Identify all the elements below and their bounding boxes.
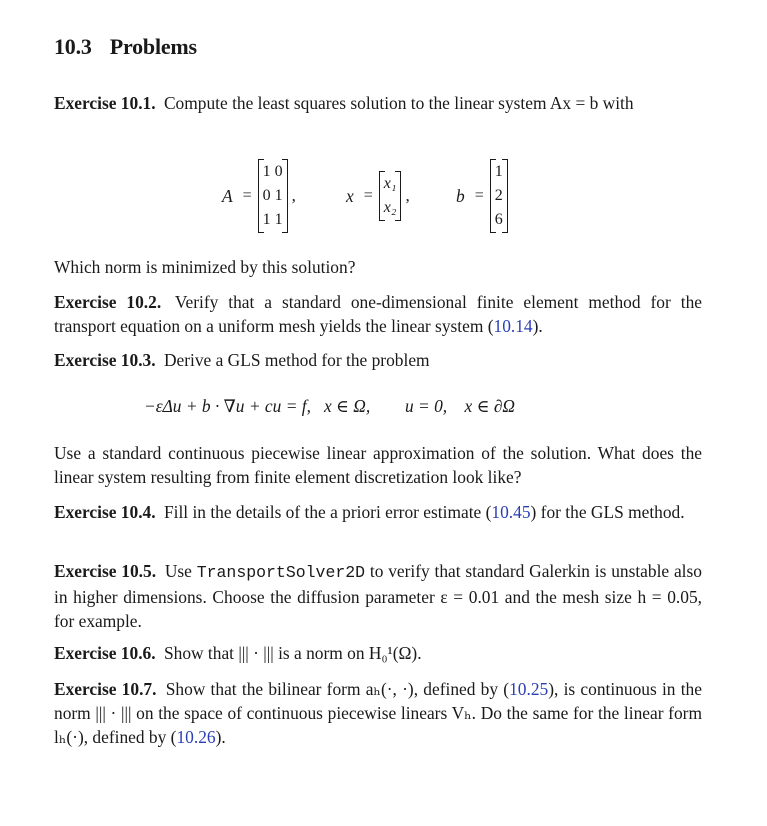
- exercise-text: Derive a GLS method for the problem: [163, 350, 430, 370]
- exercise-label: Exercise 10.7.: [54, 679, 157, 699]
- equation-reference-link[interactable]: 10.25: [509, 679, 549, 699]
- exercise-10-4: [54, 500, 702, 524]
- equation-reference-link[interactable]: 10.26: [176, 727, 216, 747]
- exercise-label: Exercise 10.3.: [54, 350, 156, 370]
- pde-equation: −εΔu + b · ∇u + cu = f, x ∈ Ω, u = 0, x ∈ ∂Ω: [144, 396, 516, 416]
- exercise-text-middle: ), is continuous in the norm ||| · ||| on the space of continuous piecewise linears Vₕ. Do the same for the linear form lₕ(·), defined by (: [54, 679, 702, 747]
- vector-x-row: x₂: [383, 199, 397, 216]
- matrix-a-name: A: [222, 185, 233, 206]
- exercise-label: Exercise 10.1.: [54, 93, 156, 113]
- vector-b-row: 6: [494, 211, 503, 228]
- section-title: Problems: [109, 34, 197, 59]
- exercise-10-7: [54, 677, 702, 749]
- matrix-a-row: 1 0: [262, 163, 283, 180]
- exercise-10-1-question: Which norm is minimized by this solution?: [54, 257, 356, 277]
- exercise-10-6: [54, 641, 702, 665]
- exercise-text: to verify that standard Galerkin is unstable also in higher dimensions. Choose the diffusion parameter ε = 0.01 and the mesh size h = 0.05, for example.: [54, 561, 702, 631]
- exercise-text: Show that ||| · ||| is a norm on H₀¹(Ω).: [163, 643, 422, 663]
- vector-b-row: 1: [494, 163, 503, 180]
- vector-x: x = x₁ x₂ ,: [346, 156, 410, 236]
- exercise-10-2: [54, 290, 702, 338]
- code-identifier: TransportSolver2D: [196, 563, 366, 582]
- vector-x-bracket: [379, 171, 402, 221]
- exercise-label: Exercise 10.4.: [54, 502, 156, 522]
- exercise-10-3: [54, 348, 702, 372]
- exercise-text-end: ).: [215, 727, 226, 747]
- equation-reference-link[interactable]: 10.14: [493, 316, 533, 336]
- exercise-10-1: [54, 91, 702, 115]
- exercise-text-use: Use: [164, 561, 192, 581]
- exercise-text: Fill in the details of the a priori error estimate (: [163, 502, 492, 522]
- matrix-a-row: 0 1: [262, 187, 283, 204]
- matrix-a: A = 1 0 0 1 1 1 ,: [222, 156, 296, 236]
- exercise-text: Show that the bilinear form aₕ(·, ·), defined by (: [165, 679, 510, 699]
- matrix-a-row: 1 1: [262, 211, 283, 228]
- matrix-a-bracket: [258, 159, 288, 233]
- vector-b: b = 1 2 6: [456, 156, 508, 236]
- exercise-text: Compute the least squares solution to the linear system Ax = b with: [163, 93, 634, 113]
- vector-x-name: x: [346, 185, 354, 206]
- section-number: 10.3: [54, 34, 92, 59]
- exercise-text-end: ).: [532, 316, 543, 336]
- exercise-label: Exercise 10.6.: [54, 643, 156, 663]
- exercise-text: Verify that a standard one-dimensional finite element method for the transport equation on a uniform mesh yields the linear system (: [54, 292, 702, 336]
- equation-reference-link[interactable]: 10.45: [491, 502, 531, 522]
- vector-b-name: b: [456, 185, 465, 206]
- vector-b-bracket: [490, 159, 508, 233]
- vector-x-row: x₁: [383, 175, 397, 192]
- exercise-10-5: [54, 559, 702, 633]
- exercise-label: Exercise 10.5.: [54, 561, 157, 581]
- exercise-label: Exercise 10.2.: [54, 292, 162, 312]
- exercise-text-end: ) for the GLS method.: [530, 502, 685, 522]
- exercise-10-3-followup: Use a standard continuous piecewise linear approximation of the solution. What does the linear system resulting from finite element discretization look like?: [54, 443, 702, 487]
- section-heading: [54, 34, 197, 60]
- vector-b-row: 2: [494, 187, 503, 204]
- matrix-display: [54, 156, 702, 236]
